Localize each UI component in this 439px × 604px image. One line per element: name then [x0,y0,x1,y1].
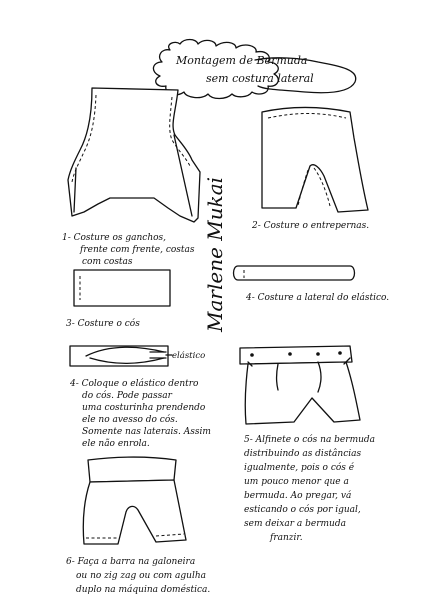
step-1-diagram [68,88,200,222]
step-4-text: 4- Costure a lateral do elástico. [246,293,390,303]
pin-head [338,351,342,355]
step-5-text [69,378,211,449]
step-1-line-2: frente com frente, costas [80,245,195,255]
pin-head [250,353,254,357]
step-1-line-1: 1- Costure os ganchos, [62,233,167,243]
step-7-diagram [83,457,186,544]
step-5-line-3: uma costurinha prendendo [82,403,206,413]
step-7-line-1: 6- Faça a barra na galoneira [66,557,196,567]
pin-head [288,352,292,356]
step-6-line-2: distribuindo as distâncias [244,449,362,459]
pin-head [316,352,320,356]
step-6-line-4: um pouco menor que a [244,477,349,487]
step-4-diagram [234,266,390,303]
step-6-line-7: sem deixar a bermuda [244,519,346,529]
step-1-text [62,233,195,267]
step-5-line-2: do cós. Pode passar [82,391,172,401]
step-5-diagram [70,346,205,366]
step-5-line-4: ele no avesso do cós. [82,415,178,425]
step-6-line-1: 5- Alfinete o cós na bermuda [244,435,376,445]
signature-text: Marlene Mukai [203,176,227,332]
elastic-label: elástico [172,351,206,361]
step-6-line-5: bermuda. Ao pregar, vá [244,491,352,501]
step-2-text: 2- Costure o entrepernas. [252,221,370,231]
step-7-line-2: ou no zig zag ou com agulha [76,571,207,581]
signature [203,177,227,333]
step-3-diagram [66,270,170,329]
step-6-line-6: esticando o cós por igual, [244,505,361,515]
step-5-line-6: ele não enrola. [82,439,150,449]
step-6-text [244,434,375,543]
step-3-text: 3- Costure o cós [66,319,140,329]
step-5-line-1: 4- Coloque o elástico dentro [70,379,199,389]
step-6-line-3: igualmente, pois o cós é [244,463,355,473]
step-6-line-8: franzir. [270,533,303,543]
title-line-1: Montagem de Bermuda [176,54,308,67]
step-5-line-5: Somente nas laterais. Assim [82,427,211,437]
step-7-line-3: duplo na máquina doméstica. [76,585,211,595]
step-2-diagram [251,108,369,232]
step-7-text [66,557,210,595]
step-1-line-3: com costas [82,257,133,267]
step-6-diagram [240,346,360,424]
title-cloud [153,40,355,99]
title-line-2: sem costura lateral [206,72,314,85]
